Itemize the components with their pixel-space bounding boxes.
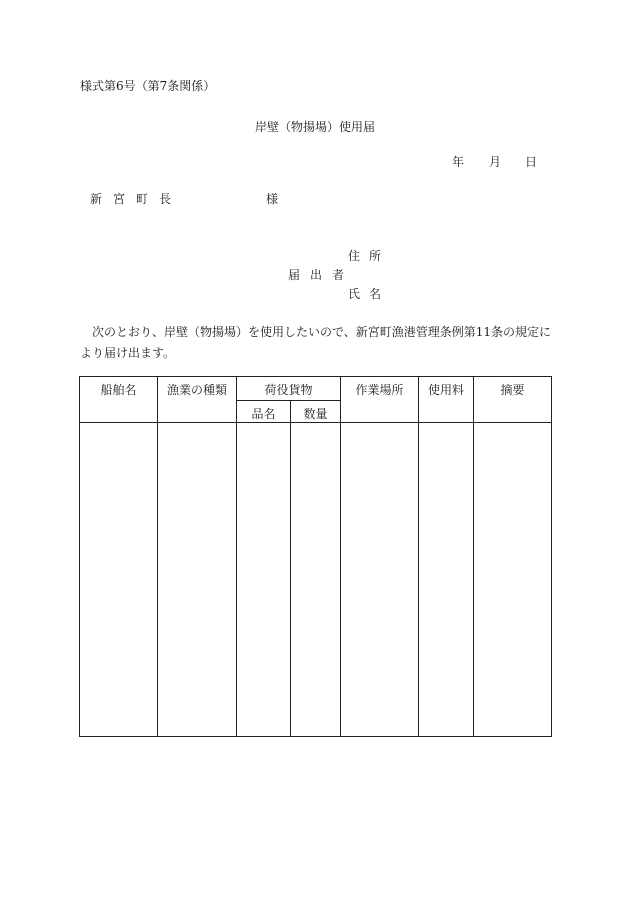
cell-cargo-quantity[interactable] (291, 423, 341, 737)
form-number: 様式第6号（第7条関係） (80, 79, 216, 93)
header-cargo-item: 品名 (237, 401, 291, 423)
cell-work-location[interactable] (341, 423, 419, 737)
usage-table (79, 376, 552, 737)
honorific: 様 (266, 192, 279, 206)
table-header-row (80, 377, 552, 401)
date-year-label: 年 (452, 155, 465, 169)
addressee: 新宮町長 (90, 192, 183, 206)
table-row (80, 423, 552, 737)
applicant-label: 届出者 (288, 268, 355, 282)
header-cargo: 荷役貨物 (237, 377, 341, 401)
header-fishery-type: 漁業の種類 (158, 377, 237, 423)
body-text: 次のとおり、岸壁（物揚場）を使用したいので、新宮町漁港管理条例第11条の規定により届け出ます。 (80, 325, 552, 360)
cell-fishery-type[interactable] (158, 423, 237, 737)
header-usage-fee: 使用料 (419, 377, 474, 423)
header-cargo-quantity: 数量 (291, 401, 341, 423)
cell-cargo-item[interactable] (237, 423, 291, 737)
address-label: 住所 (348, 249, 391, 263)
header-vessel-name: 船舶名 (80, 377, 158, 423)
cell-usage-fee[interactable] (419, 423, 474, 737)
cell-vessel-name[interactable] (80, 423, 158, 737)
name-label: 氏名 (348, 287, 391, 301)
document-title: 岸壁（物揚場）使用届 (254, 120, 375, 134)
header-work-location: 作業場所 (341, 377, 419, 423)
date-day-label: 日 (525, 155, 538, 169)
header-remarks: 摘要 (474, 377, 552, 423)
date-month-label: 月 (489, 155, 502, 169)
cell-remarks[interactable] (474, 423, 552, 737)
